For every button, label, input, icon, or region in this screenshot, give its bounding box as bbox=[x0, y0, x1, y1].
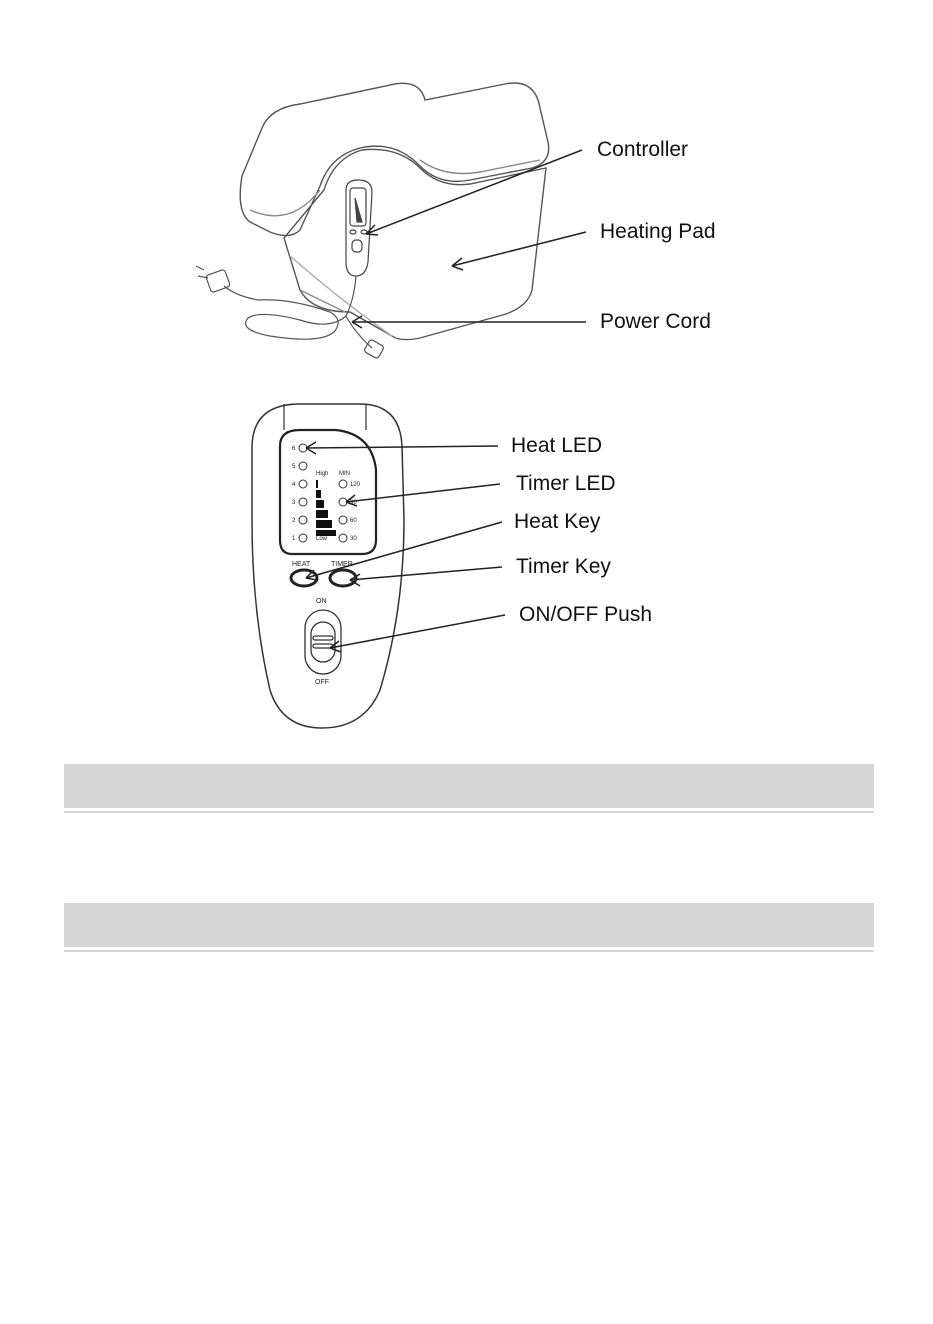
timer-led-callout: Timer LED bbox=[516, 472, 616, 495]
on-off-push-callout: ON/OFF Push bbox=[519, 603, 653, 626]
controller-closeup bbox=[252, 404, 404, 728]
on-off-switch bbox=[305, 610, 341, 674]
heat-level-1: 1 bbox=[292, 536, 296, 542]
heating-pad-leader bbox=[452, 232, 586, 266]
timer-led-leader bbox=[346, 484, 500, 502]
controller-callout: Controller bbox=[597, 138, 689, 161]
heat-level-wedge bbox=[316, 480, 336, 536]
section-rule-1 bbox=[64, 811, 874, 813]
heat-key-callout: Heat Key bbox=[514, 510, 601, 533]
controller-leader bbox=[366, 150, 582, 234]
heating-pad-callout: Heating Pad bbox=[600, 220, 716, 243]
off-label: OFF bbox=[315, 679, 329, 686]
heat-level-5: 5 bbox=[292, 464, 296, 470]
heat-level-2: 2 bbox=[292, 518, 296, 524]
bottom-callout-lines bbox=[306, 442, 505, 652]
heat-key bbox=[291, 570, 317, 586]
heat-level-3: 3 bbox=[292, 500, 296, 506]
top-callout-lines bbox=[352, 150, 586, 328]
timer-value-60: 60 bbox=[350, 518, 357, 524]
high-label: High bbox=[316, 471, 329, 477]
heat-level-6: 6 bbox=[292, 446, 296, 452]
heat-led-column bbox=[299, 444, 307, 542]
timer-value-30: 30 bbox=[350, 536, 357, 542]
section-rule-2 bbox=[64, 950, 874, 952]
heat-led-callout: Heat LED bbox=[511, 434, 603, 457]
timer-value-120: 120 bbox=[350, 482, 361, 488]
min-label: MIN bbox=[339, 471, 350, 477]
heating-pad-top bbox=[240, 83, 548, 236]
on-off-leader bbox=[330, 615, 505, 648]
power-cord-callout: Power Cord bbox=[600, 310, 711, 333]
timer-key-leader bbox=[350, 567, 502, 580]
on-label: ON bbox=[316, 598, 327, 605]
low-label: Low bbox=[316, 536, 328, 542]
timer-led-column bbox=[339, 480, 347, 542]
pad-controller bbox=[346, 180, 372, 276]
heat-level-4: 4 bbox=[292, 482, 296, 488]
section-header-bar-2 bbox=[64, 903, 874, 947]
heat-key-label: HEAT bbox=[292, 561, 311, 568]
heat-led-leader bbox=[306, 446, 498, 448]
timer-key-label: TIMER bbox=[331, 561, 353, 568]
power-cord-illustration bbox=[196, 266, 384, 359]
section-header-bar-1 bbox=[64, 764, 874, 808]
timer-value-90: 90 bbox=[350, 500, 357, 506]
timer-key-callout: Timer Key bbox=[516, 555, 611, 578]
